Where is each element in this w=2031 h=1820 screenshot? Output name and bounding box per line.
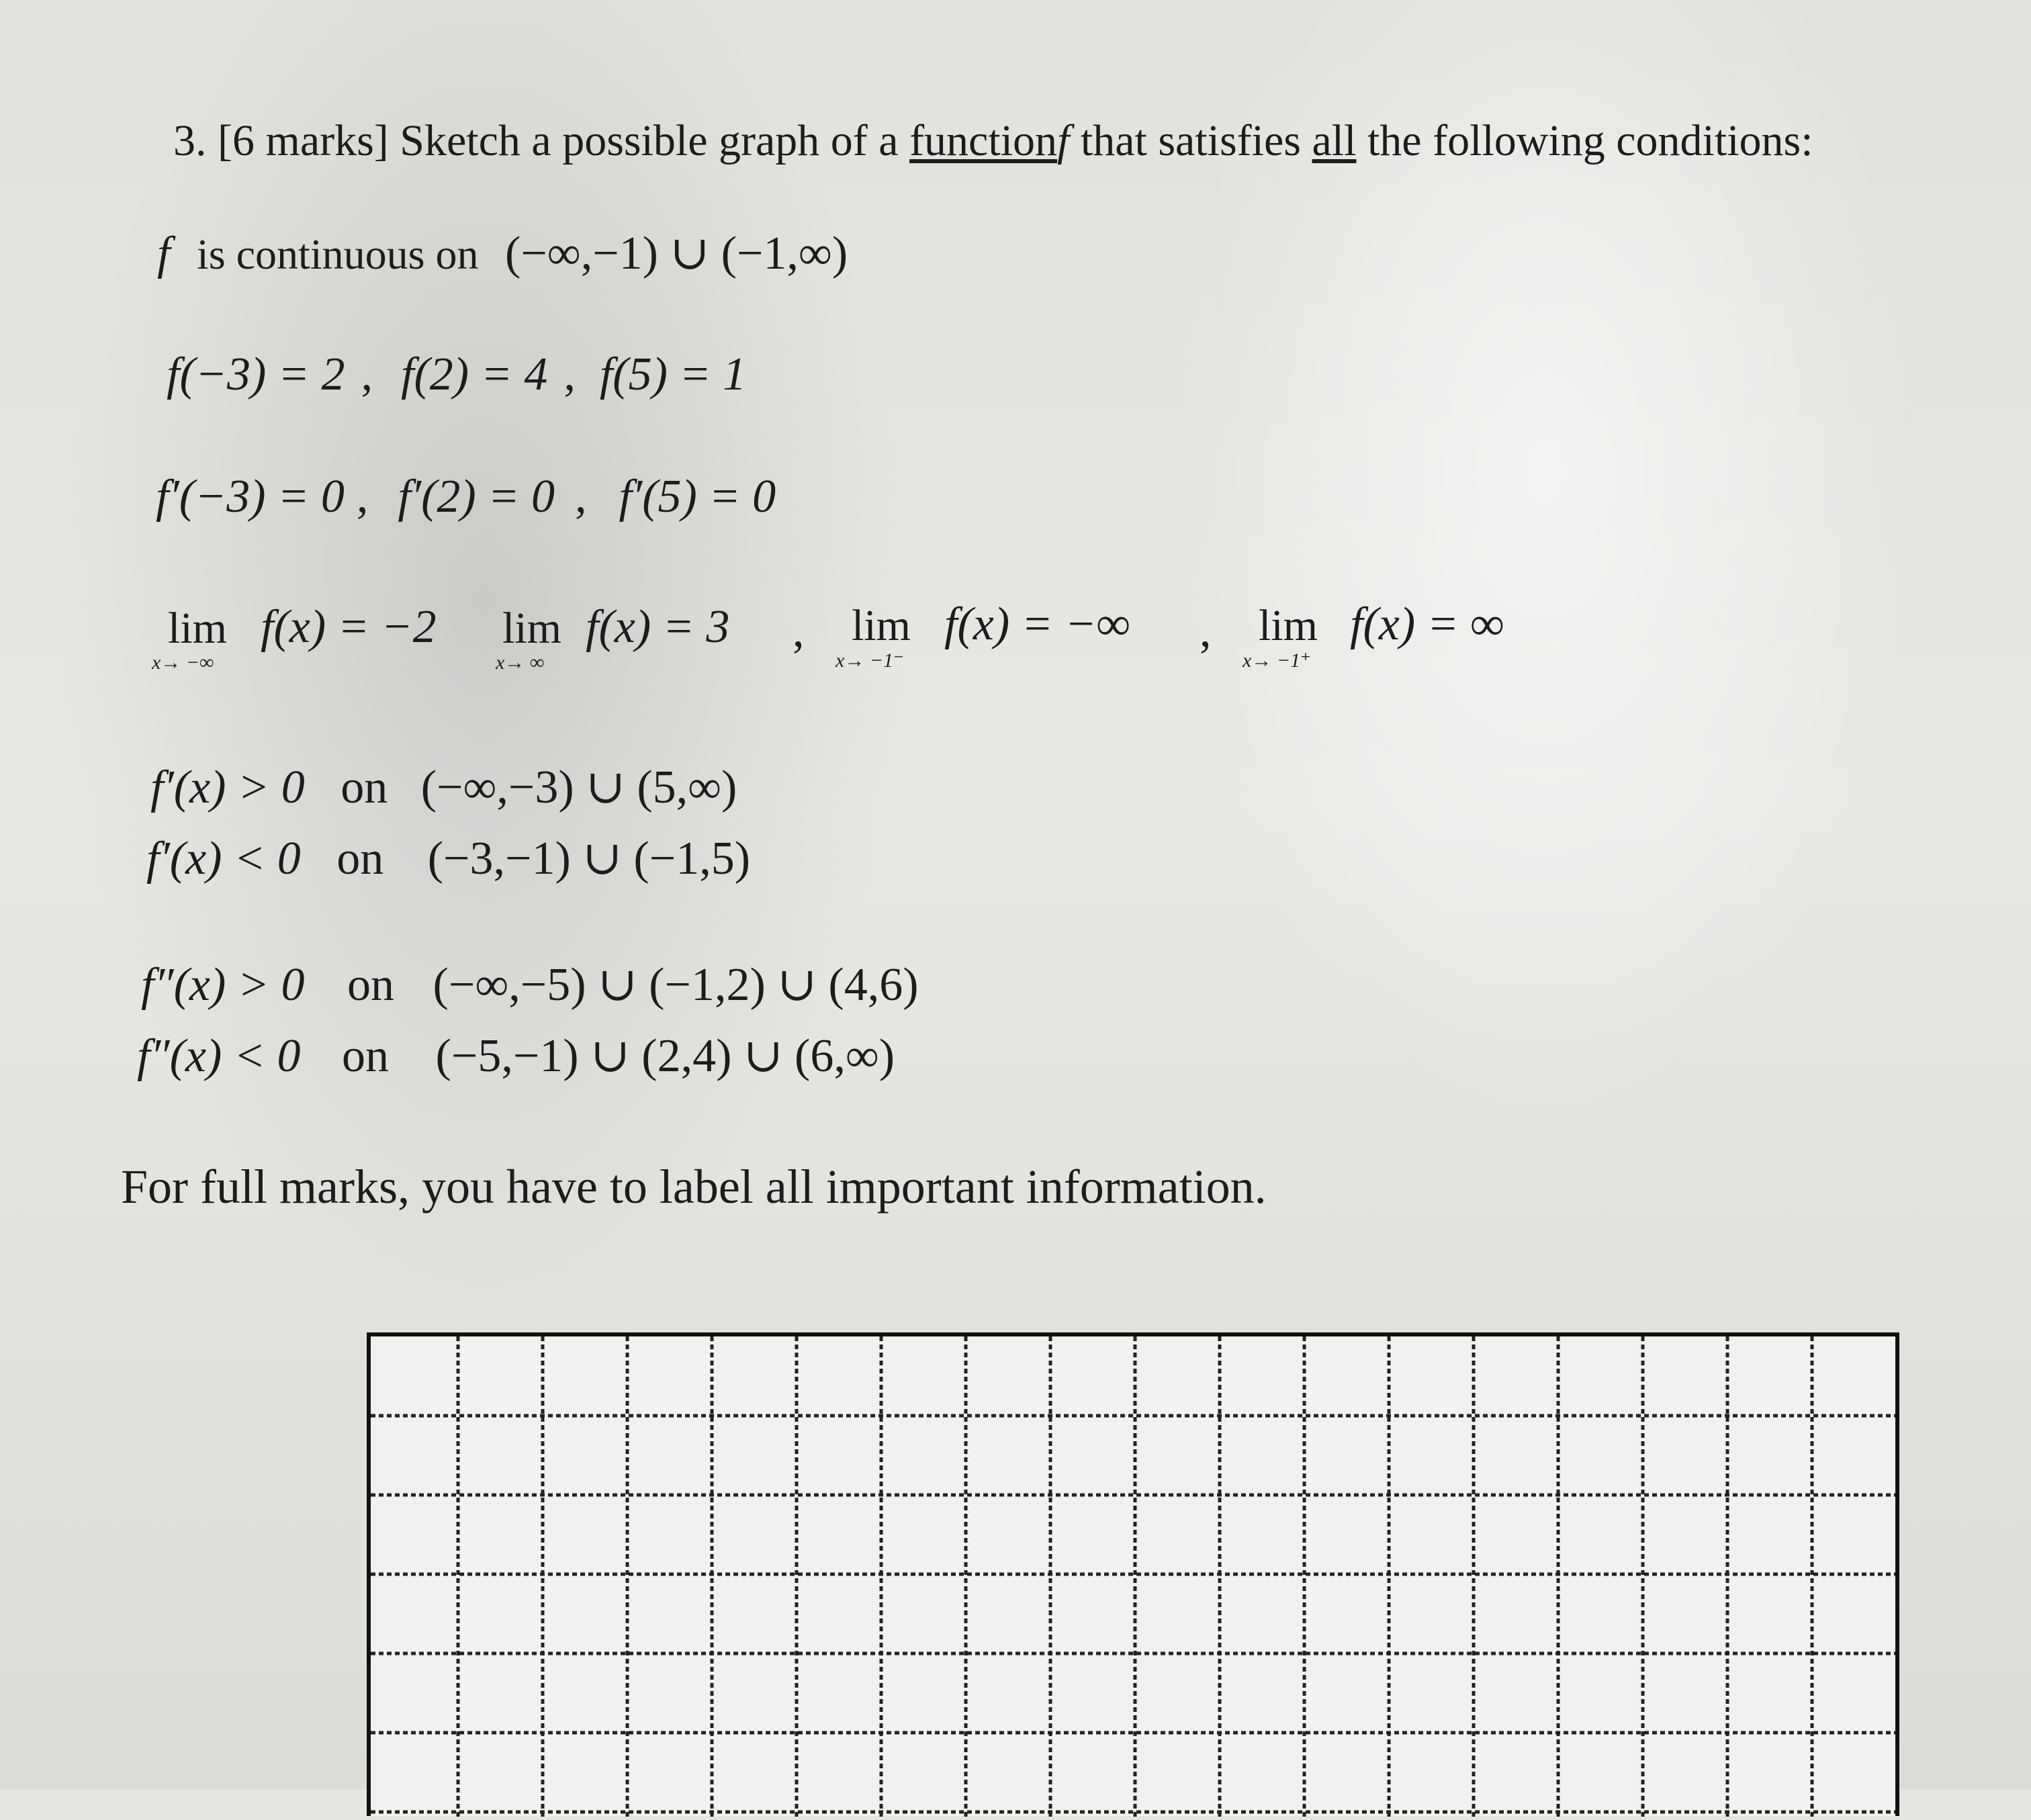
question-text-b: that satisfies — [1080, 116, 1301, 165]
separator: , — [563, 349, 576, 400]
sd-pos-interval: (−∞,−5) ∪ (−1,2) ∪ (4,6) — [433, 959, 919, 1011]
fd-neg-on: on — [336, 833, 384, 884]
fd-pos-expr: f′(x) > 0 — [150, 762, 305, 813]
deriv-3: f′(5) = 0 — [619, 471, 776, 522]
limit-4-sub: x→ −1⁺ — [1243, 649, 1311, 672]
derivative-values-row — [156, 470, 776, 524]
graph-grid[interactable] — [367, 1332, 1899, 1816]
question-header — [173, 116, 1813, 167]
sd-neg-on: on — [342, 1030, 390, 1082]
separator: , — [793, 605, 805, 657]
function-symbol: f — [157, 228, 171, 279]
function-values-row — [167, 348, 746, 402]
underlined-function: function — [909, 116, 1058, 165]
question-marks: [6 marks] — [218, 116, 389, 165]
limit-1-sub: x→ −∞ — [152, 651, 214, 674]
deriv-1: f′(−3) = 0 — [156, 471, 345, 522]
limit-2-sub: x→ ∞ — [496, 651, 545, 674]
footer-note: For full marks, you have to label all important information. — [121, 1160, 1267, 1214]
value-3: f(5) = 1 — [599, 349, 747, 400]
question-text-c: the following conditions: — [1367, 116, 1813, 165]
separator: , — [574, 471, 587, 522]
limit-1-expr: f(x) = −2 — [261, 601, 437, 653]
function-symbol: f — [1057, 116, 1070, 165]
first-derivative-positive — [150, 759, 737, 815]
separator: , — [361, 349, 373, 400]
limit-4-lim: lim — [1259, 601, 1318, 650]
sd-pos-expr: f″(x) > 0 — [141, 959, 305, 1011]
second-derivative-negative — [137, 1028, 895, 1083]
limit-2-lim: lim — [502, 604, 562, 653]
sd-pos-on: on — [347, 959, 395, 1011]
fd-neg-expr: f′(x) < 0 — [146, 833, 301, 884]
separator: , — [1200, 605, 1212, 657]
grid-vertical-lines — [458, 1336, 1812, 1820]
question-text-a: Sketch a possible graph of a — [400, 116, 899, 165]
continuity-text: is continuous on — [196, 230, 479, 278]
sd-neg-expr: f″(x) < 0 — [137, 1030, 301, 1082]
limit-3-lim: lim — [852, 601, 911, 650]
grid-horizontal-lines — [371, 1416, 1895, 1812]
value-1: f(−3) = 2 — [167, 349, 345, 400]
second-derivative-positive — [141, 956, 919, 1012]
fd-pos-interval: (−∞,−3) ∪ (5,∞) — [420, 762, 737, 813]
grid-svg — [371, 1336, 1895, 1820]
limit-4-expr: f(x) = ∞ — [1350, 598, 1504, 650]
limit-3-sub: x→ −1⁻ — [836, 649, 904, 672]
fd-pos-on: on — [341, 762, 388, 813]
sd-neg-interval: (−5,−1) ∪ (2,4) ∪ (6,∞) — [435, 1030, 895, 1082]
underlined-all: all — [1312, 116, 1357, 165]
limit-3-expr: f(x) = −∞ — [944, 598, 1130, 650]
limit-2-expr: f(x) = 3 — [586, 601, 730, 653]
first-derivative-negative — [146, 830, 750, 886]
continuity-condition — [157, 225, 848, 281]
separator: , — [356, 471, 369, 522]
fd-neg-interval: (−3,−1) ∪ (−1,5) — [427, 833, 751, 884]
question-number: 3. — [173, 116, 207, 165]
deriv-2: f′(2) = 0 — [398, 471, 555, 522]
limit-1-lim: lim — [168, 604, 228, 653]
value-2: f(2) = 4 — [401, 349, 548, 400]
continuity-interval: (−∞,−1) ∪ (−1,∞) — [505, 228, 848, 279]
